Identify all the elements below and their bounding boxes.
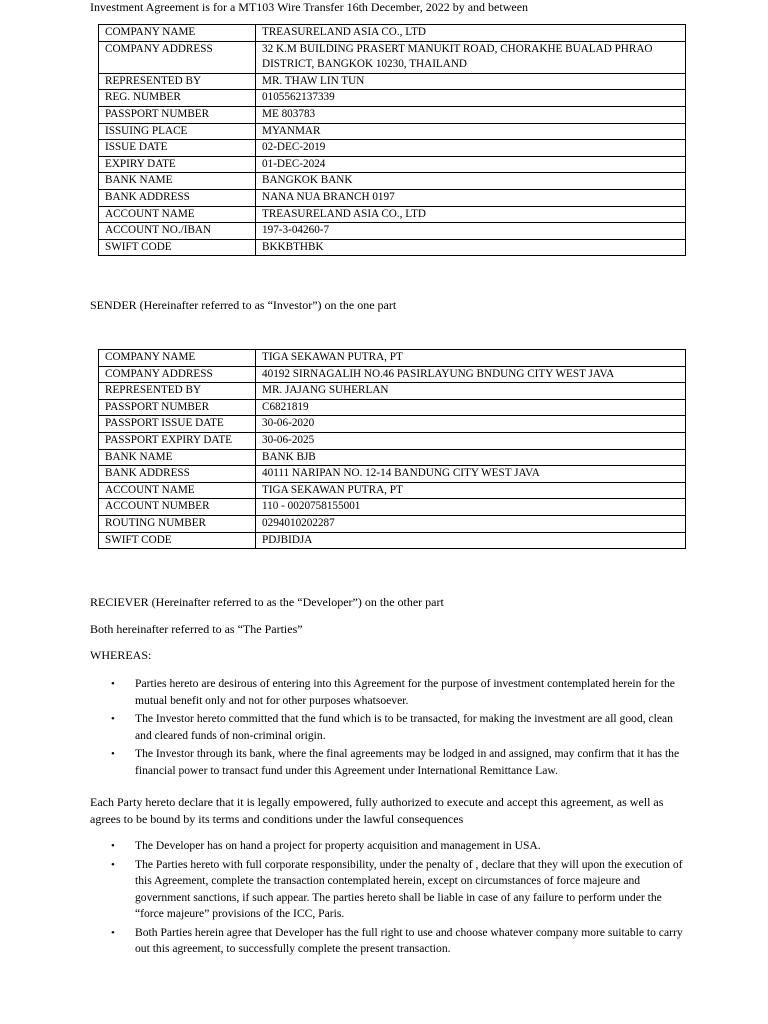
whereas-item-text: Parties hereto are desirous of entering into this Agreement for the purpose of investment contemplated herein for the mutual benefit only and not for other purposes whatsoever. (135, 677, 675, 707)
receiver-details-row (99, 432, 686, 449)
receiver-details-row (99, 416, 686, 433)
receiver-details-field-value: MR. JAJANG SUHERLAN (256, 383, 686, 400)
sender-details-field-label: REG. NUMBER (99, 90, 256, 107)
sender-details-row (99, 73, 686, 90)
sender-details-field-label: ACCOUNT NAME (99, 206, 256, 223)
bullet-icon: • (111, 748, 115, 760)
sender-details-row (99, 25, 686, 42)
receiver-details-field-label: COMPANY NAME (99, 350, 256, 367)
receiver-details-body (99, 350, 686, 549)
whereas-item (90, 746, 690, 779)
receiver-details-row (99, 515, 686, 532)
bullet-icon: • (111, 926, 115, 939)
sender-details-row (99, 223, 686, 240)
whereas-item-text: The Investor hereto committed that the fund which is to be transacted, for making the investment are all good, clean and cleared funds of non-criminal origin. (135, 712, 673, 742)
whereas-item-text: The Investor through its bank, where the final agreements may be lodged in and assigned, may confirm that it has the financial power to transact fund under this Agreement under International Remittance Law. (135, 747, 680, 777)
whereas-item (90, 711, 690, 744)
sender-details-field-label: BANK NAME (99, 173, 256, 190)
receiver-details-field-label: COMPANY ADDRESS (99, 366, 256, 383)
intro-line: Investment Agreement is for a MT103 Wire Transfer 16th December, 2022 by and between (90, 0, 529, 14)
receiver-details-row (99, 350, 686, 367)
terms-item (90, 857, 690, 923)
sender-details-field-label: REPRESENTED BY (99, 73, 256, 90)
sender-details-field-value: NANA NUA BRANCH 0197 (256, 189, 686, 206)
parties-line: Both hereinafter referred to as “The Parties” (90, 622, 303, 636)
sender-details-row (99, 173, 686, 190)
terms-item (90, 838, 690, 855)
sender-details-field-label: COMPANY ADDRESS (99, 41, 256, 73)
whereas-list (90, 676, 690, 781)
sender-details-row (99, 140, 686, 157)
sender-details-field-label: ACCOUNT NO./IBAN (99, 223, 256, 240)
receiver-details-field-label: PASSPORT ISSUE DATE (99, 416, 256, 433)
terms-item-text: The Parties hereto with full corporate responsibility, under the penalty of , declare that they will upon the execution of this Agreement, complete the transaction contemplated herein, except on circumstances of force majeure and government sanctions, if such appear. The parties hereto shall be liable in case of any failure to perform under the “force majeure” provisions of the ICC, Paris. (135, 857, 683, 920)
sender-details-row (99, 106, 686, 123)
receiver-details-row (99, 482, 686, 499)
receiver-details-field-value: 110 - 0020758155001 (256, 499, 686, 516)
sender-details-field-label: EXPIRY DATE (99, 156, 256, 173)
sender-details-field-value: TREASURELAND ASIA CO., LTD (256, 25, 686, 42)
terms-list (90, 838, 690, 960)
sender-details-field-value: 197-3-04260-7 (256, 223, 686, 240)
receiver-details-field-label: SWIFT CODE (99, 532, 256, 549)
receiver-details-field-value: C6821819 (256, 399, 686, 416)
receiver-details-table (98, 349, 686, 549)
bullet-icon: • (111, 678, 115, 690)
sender-details-field-value: 02-DEC-2019 (256, 140, 686, 157)
sender-details-field-value: 0105562137339 (256, 90, 686, 107)
sender-line: SENDER (Hereinafter referred to as “Investor”) on the one part (90, 298, 397, 312)
receiver-details-field-value: TIGA SEKAWAN PUTRA, PT (256, 482, 686, 499)
sender-details-row (99, 41, 686, 73)
sender-details-field-value: 01-DEC-2024 (256, 156, 686, 173)
receiver-details-row (99, 449, 686, 466)
sender-details-row (99, 90, 686, 107)
receiver-details-field-label: BANK NAME (99, 449, 256, 466)
sender-details-field-value: MR. THAW LIN TUN (256, 73, 686, 90)
receiver-details-field-value: 40111 NARIPAN NO. 12-14 BANDUNG CITY WEST JAVA (256, 466, 686, 483)
sender-details-field-value: ME 803783 (256, 106, 686, 123)
receiver-details-field-value: 30-06-2025 (256, 432, 686, 449)
sender-details-field-value: BANGKOK BANK (256, 173, 686, 190)
receiver-details-field-value: TIGA SEKAWAN PUTRA, PT (256, 350, 686, 367)
whereas-heading: WHEREAS: (90, 648, 152, 662)
sender-details-row (99, 123, 686, 140)
bullet-icon: • (111, 858, 115, 871)
receiver-details-field-value: PDJBIDJA (256, 532, 686, 549)
sender-details-row (99, 189, 686, 206)
receiver-details-row (99, 532, 686, 549)
sender-details-field-label: SWIFT CODE (99, 239, 256, 256)
receiver-line: RECIEVER (Hereinafter referred to as the “Developer”) on the other part (90, 595, 444, 609)
sender-details-row (99, 239, 686, 256)
receiver-details-field-value: BANK BJB (256, 449, 686, 466)
receiver-details-row (99, 399, 686, 416)
receiver-details-row (99, 383, 686, 400)
sender-details-field-value: 32 K.M BUILDING PRASERT MANUKIT ROAD, CHORAKHE BUALAD PHRAO DISTRICT, BANGKOK 10230, THAILAND (256, 41, 686, 73)
sender-details-field-label: ISSUING PLACE (99, 123, 256, 140)
receiver-details-field-label: PASSPORT NUMBER (99, 399, 256, 416)
sender-details-table (98, 24, 686, 256)
terms-item (90, 925, 690, 958)
sender-details-field-value: BKKBTHBK (256, 239, 686, 256)
sender-details-field-value: MYANMAR (256, 123, 686, 140)
receiver-details-field-value: 0294010202287 (256, 515, 686, 532)
receiver-details-row (99, 466, 686, 483)
declaration-paragraph: Each Party hereto declare that it is legally empowered, fully authorized to execute and accept this agreement, as well as agrees to be bound by its terms and conditions under the lawful consequences (90, 795, 664, 826)
receiver-details-row (99, 499, 686, 516)
receiver-details-field-value: 40192 SIRNAGALIH NO.46 PASIRLAYUNG BNDUNG CITY WEST JAVA (256, 366, 686, 383)
terms-item-text: The Developer has on hand a project for property acquisition and management in USA. (135, 839, 541, 852)
whereas-item (90, 676, 690, 709)
sender-details-row (99, 206, 686, 223)
terms-item-text: Both Parties herein agree that Developer has the full right to use and choose whatever company more suitable to carry out this agreement, to successfully complete the present transaction. (135, 925, 683, 955)
receiver-details-row (99, 366, 686, 383)
sender-details-field-label: BANK ADDRESS (99, 189, 256, 206)
receiver-details-field-label: PASSPORT EXPIRY DATE (99, 432, 256, 449)
receiver-details-field-label: BANK ADDRESS (99, 466, 256, 483)
receiver-details-field-label: ROUTING NUMBER (99, 515, 256, 532)
sender-details-body (99, 25, 686, 256)
receiver-details-field-label: REPRESENTED BY (99, 383, 256, 400)
sender-details-row (99, 156, 686, 173)
receiver-details-field-label: ACCOUNT NUMBER (99, 499, 256, 516)
sender-details-field-value: TREASURELAND ASIA CO., LTD (256, 206, 686, 223)
sender-details-field-label: PASSPORT NUMBER (99, 106, 256, 123)
receiver-details-field-value: 30-06-2020 (256, 416, 686, 433)
receiver-details-field-label: ACCOUNT NAME (99, 482, 256, 499)
sender-details-field-label: ISSUE DATE (99, 140, 256, 157)
sender-details-field-label: COMPANY NAME (99, 25, 256, 42)
bullet-icon: • (111, 840, 115, 852)
bullet-icon: • (111, 713, 115, 725)
